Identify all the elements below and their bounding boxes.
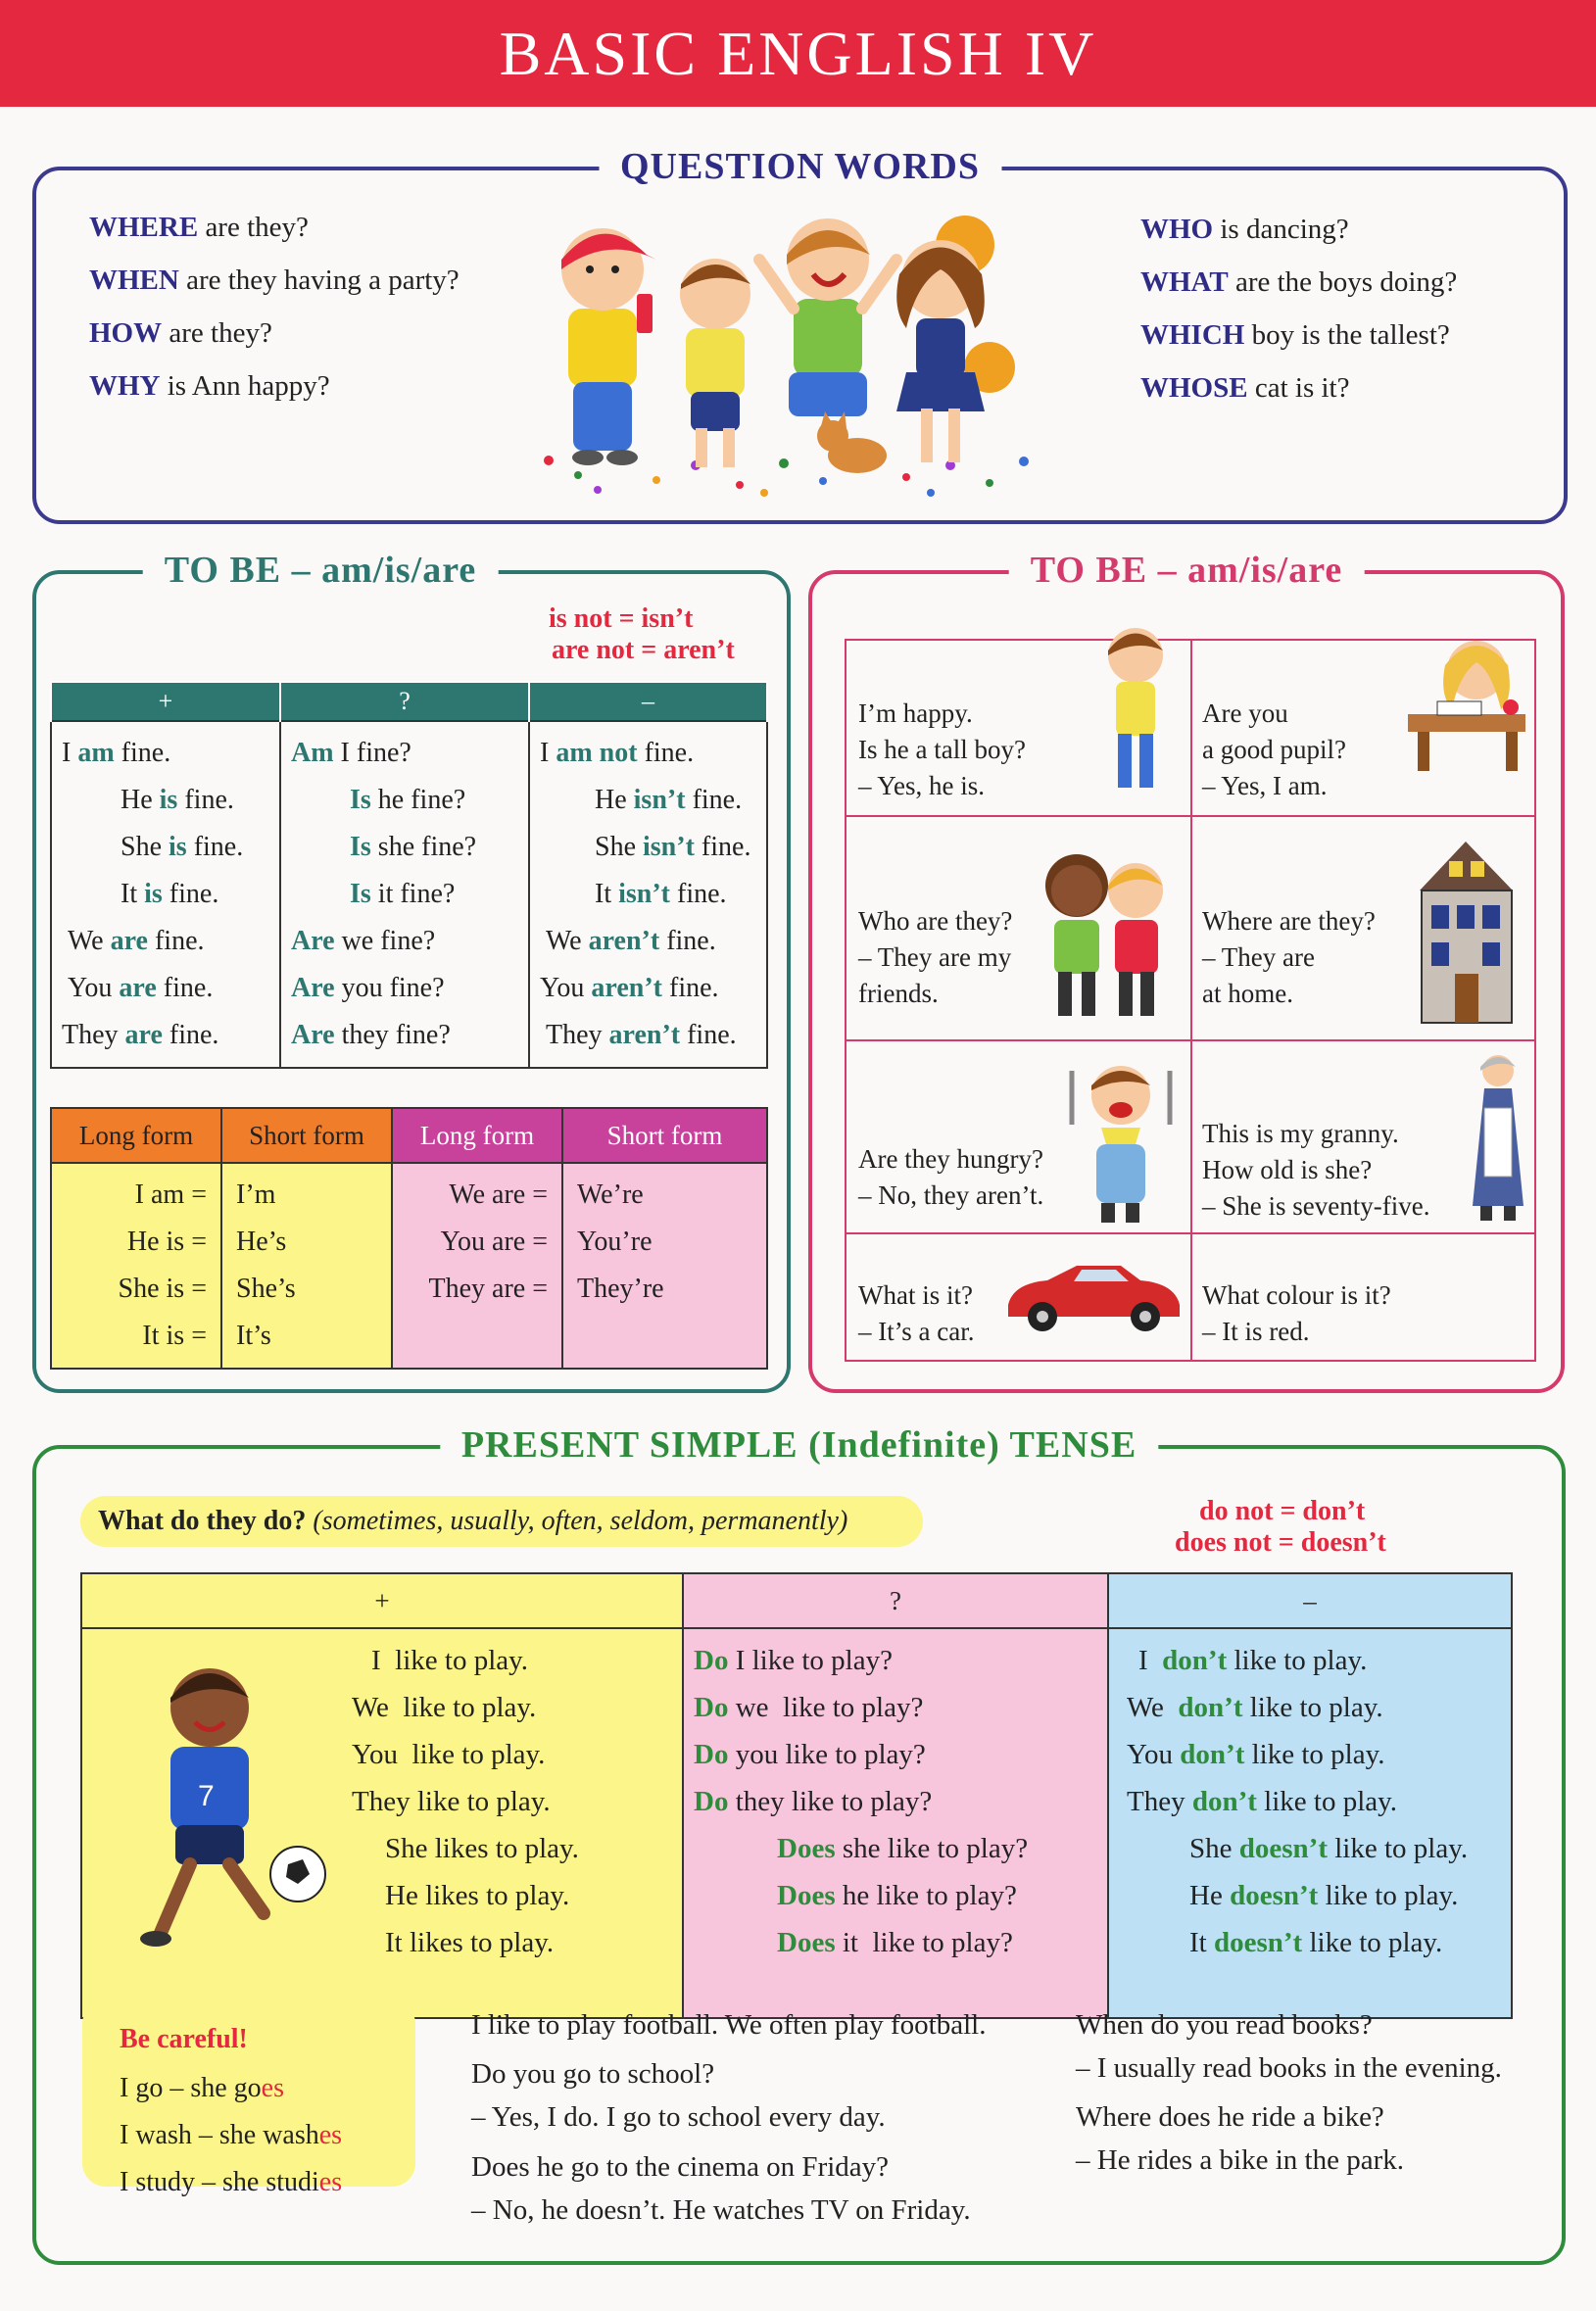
party-kids-illustration [529, 201, 1078, 500]
careful-ending: es [318, 2167, 343, 2197]
line-text: fine. [156, 973, 214, 1003]
is-not-contraction: is not = isn’t [549, 603, 694, 634]
negative-column [529, 721, 767, 1068]
example-cell-car [846, 1234, 1190, 1360]
svg-text:7: 7 [198, 1780, 215, 1812]
long-form-column-2 [392, 1163, 562, 1369]
line-text: He [595, 785, 634, 815]
grammar-line [291, 730, 518, 777]
cell-line: friends. [858, 979, 939, 1008]
ps-rest: he like to play? [835, 1880, 1017, 1911]
grammar-line [291, 824, 518, 871]
line-highlight: Are [291, 1020, 335, 1050]
line-text: fine. [162, 879, 219, 909]
line-highlight: Am [291, 738, 334, 768]
ps-question-column [683, 1628, 1108, 2018]
ps-aux: Do [694, 1739, 729, 1770]
line-highlight: am not [556, 738, 638, 768]
long-form-item: It is = [142, 1321, 207, 1351]
cell-text [1202, 696, 1346, 804]
line-text: like to play. [1318, 1880, 1459, 1911]
granny-illustration [1467, 1049, 1530, 1226]
cell-line: – She is seventy-five. [1202, 1191, 1430, 1221]
ps-positive-lines [352, 1637, 579, 1966]
ps-rest: they like to play? [728, 1786, 933, 1817]
line-highlight: Is [350, 785, 371, 815]
example-sentence: – Yes, I do. I go to school every day. [471, 2101, 886, 2133]
question-word-line [89, 212, 309, 244]
line-text: He [1189, 1880, 1231, 1911]
question-word-line [1140, 319, 1450, 352]
short-form-header: Short form [221, 1108, 392, 1163]
kid-with-drink [561, 228, 656, 465]
cell-line: How old is she? [1202, 1155, 1373, 1184]
ps-aux: Does [777, 1927, 836, 1958]
line-highlight: Are [291, 973, 335, 1003]
line-text: It [121, 879, 145, 909]
line-text: like to play. [1327, 1833, 1469, 1864]
question-column [280, 721, 529, 1068]
ps-question-line [694, 1778, 1097, 1825]
short-form-item: They’re [577, 1274, 664, 1304]
example-sentence: – No, he doesn’t. He watches TV on Friday. [471, 2194, 971, 2226]
example-cell-colour [1192, 1234, 1536, 1360]
example-cell-hungry [846, 1041, 1190, 1232]
ps-aux: Do [694, 1786, 729, 1817]
question-word: WHOSE [1140, 372, 1248, 404]
short-form-item: I’m [236, 1180, 276, 1210]
long-form-item: They are = [428, 1274, 548, 1304]
line-text: fine. [670, 879, 727, 909]
grammar-line [291, 777, 518, 824]
example-cell-at-home [1192, 817, 1536, 1039]
question-word-line [89, 265, 459, 297]
ps-negative-column [1108, 1628, 1512, 2018]
line-text: We [68, 926, 111, 956]
ps-positive-line: We like to play. [352, 1692, 537, 1723]
grammar-line [291, 1012, 518, 1059]
line-highlight: don’t [1191, 1786, 1257, 1817]
question-rest: is Ann happy? [160, 370, 330, 402]
line-highlight: is [159, 785, 178, 815]
ps-rest: I like to play? [728, 1645, 893, 1676]
line-text: I fine? [333, 738, 411, 768]
careful-rule [120, 2112, 342, 2159]
hungry-man-illustration [1057, 1051, 1185, 1228]
grammar-line [540, 730, 756, 777]
ps-question-line [694, 1919, 1097, 1966]
cell-text [1202, 903, 1376, 1012]
ps-negative-header: – [1108, 1573, 1512, 1628]
positive-header: + [51, 682, 280, 721]
line-text: fine. [694, 832, 751, 862]
line-highlight: are [124, 1020, 163, 1050]
careful-ending: es [318, 2120, 343, 2150]
question-rest: are the boys doing? [1228, 266, 1458, 298]
line-text: It [595, 879, 619, 909]
line-text: fine. [680, 1020, 737, 1050]
ps-positive-line: I like to play. [371, 1645, 528, 1676]
question-word-line [89, 317, 272, 350]
ps-positive-line: They like to play. [352, 1786, 551, 1817]
question-word: WHAT [1140, 266, 1229, 298]
question-word-line [1140, 266, 1457, 299]
grammar-line [540, 871, 756, 918]
ps-negative-line [1119, 1825, 1501, 1872]
careful-base: I wash – she wash [120, 2120, 319, 2150]
line-highlight: Are [291, 926, 335, 956]
line-text: like to play. [1302, 1927, 1443, 1958]
line-text: We [546, 926, 589, 956]
example-sentence: Do you go to school? [471, 2058, 715, 2090]
line-highlight: aren’t [588, 926, 660, 956]
ps-negative-lines [1119, 1637, 1501, 1966]
two-friends-illustration [1023, 837, 1189, 1033]
pupil-at-desk-illustration [1398, 621, 1530, 778]
ps-rest: she like to play? [835, 1833, 1029, 1864]
cell-line: – No, they aren’t. [858, 1180, 1044, 1210]
short-form-column [221, 1163, 392, 1369]
ps-aux: Do [694, 1645, 729, 1676]
line-text: It [1189, 1927, 1214, 1958]
line-text: I [1138, 1645, 1163, 1676]
ps-rest: you like to play? [728, 1739, 926, 1770]
to-be-table [50, 681, 768, 1069]
ps-question-lines [694, 1637, 1097, 1966]
ps-question-line [694, 1872, 1097, 1919]
ps-aux: Does [777, 1880, 836, 1911]
line-highlight: is [169, 832, 187, 862]
to-be-examples-title: TO BE – am/is/are [1009, 549, 1365, 592]
ps-question-line [694, 1684, 1097, 1731]
long-form-item: She is = [118, 1274, 207, 1304]
long-form-item: We are = [449, 1180, 548, 1210]
line-highlight: don’t [1162, 1645, 1228, 1676]
present-simple-table [80, 1572, 1513, 2019]
short-form-item: You’re [577, 1227, 653, 1257]
question-word-line [1140, 214, 1349, 246]
ps-negative-line [1119, 1684, 1501, 1731]
grammar-line [62, 965, 269, 1012]
line-text: fine. [114, 738, 171, 768]
cell-text [858, 1277, 974, 1350]
line-text: fine. [685, 785, 743, 815]
cell-line: – They are [1202, 942, 1315, 972]
line-text: he fine? [370, 785, 466, 815]
cell-line: – Yes, I am. [1202, 771, 1328, 800]
cat [817, 411, 887, 473]
short-form-item: It’s [236, 1321, 271, 1351]
be-careful-title: Be careful! [120, 2024, 248, 2054]
cell-line: Are they hungry? [858, 1144, 1043, 1174]
ps-rest: it like to play? [835, 1927, 1013, 1958]
cell-text [858, 696, 1026, 804]
line-text: you fine? [334, 973, 445, 1003]
line-text: fine. [637, 738, 695, 768]
grammar-line [540, 777, 756, 824]
line-text: she fine? [370, 832, 477, 862]
line-text: like to play. [1227, 1645, 1368, 1676]
line-highlight: is [144, 879, 163, 909]
ps-question-line [694, 1825, 1097, 1872]
grammar-line [62, 918, 269, 965]
line-text: fine. [186, 832, 244, 862]
cell-line: a good pupil? [1202, 735, 1346, 764]
cell-text [1202, 1116, 1429, 1225]
short-form-item: She’s [236, 1274, 296, 1304]
ps-negative-line [1119, 1919, 1501, 1966]
grammar-line [62, 777, 269, 824]
line-text: fine. [177, 785, 234, 815]
question-rest: boy is the tallest? [1244, 319, 1450, 351]
grammar-line [62, 730, 269, 777]
line-text: He [121, 785, 160, 815]
cheerleader-girl [896, 216, 1015, 462]
present-simple-question-pill [80, 1496, 923, 1547]
ps-positive-header: + [81, 1573, 683, 1628]
grammar-line [291, 965, 518, 1012]
line-text: like to play. [1242, 1692, 1383, 1723]
ps-positive-line: It likes to play. [385, 1927, 555, 1958]
negative-header: – [529, 682, 767, 721]
example-sentence: I like to play football. We often play football. [471, 2009, 987, 2041]
cell-text [1202, 1277, 1391, 1350]
line-text: She [121, 832, 169, 862]
ps-negative-line [1119, 1731, 1501, 1778]
line-text: She [1189, 1833, 1239, 1864]
example-sentence: Does he go to the cinema on Friday? [471, 2151, 890, 2183]
line-highlight: doesn’t [1213, 1927, 1303, 1958]
does-not-contraction: does not = doesn’t [1175, 1527, 1386, 1558]
line-text: they fine? [334, 1020, 451, 1050]
ps-aux: Does [777, 1833, 836, 1864]
question-rest: are they? [198, 212, 309, 243]
house-illustration [1410, 837, 1523, 1033]
question-header: ? [280, 682, 529, 721]
be-careful-rows [120, 2065, 342, 2206]
ps-question-header: ? [683, 1573, 1108, 1628]
ps-negative-line [1119, 1872, 1501, 1919]
line-text: fine. [659, 926, 716, 956]
line-text: fine. [662, 973, 719, 1003]
long-form-header-2: Long form [392, 1108, 562, 1163]
long-form-header: Long form [51, 1108, 221, 1163]
line-text: They [1127, 1786, 1192, 1817]
cell-line: What is it? [858, 1280, 973, 1310]
pill-question: What do they do? [98, 1506, 307, 1536]
line-highlight: Is [350, 879, 371, 909]
to-be-grammar-title: TO BE – am/is/are [143, 549, 499, 592]
careful-rule [120, 2065, 342, 2112]
cell-line: – Yes, he is. [858, 771, 986, 800]
example-cell-good-pupil [1192, 641, 1536, 815]
cell-line: Is he a tall boy? [858, 735, 1026, 764]
line-text: You [540, 973, 592, 1003]
question-rest: are they having a party? [178, 265, 459, 296]
ps-rest: we like to play? [728, 1692, 924, 1723]
line-highlight: aren’t [608, 1020, 681, 1050]
line-text: She [595, 832, 643, 862]
line-highlight: doesn’t [1238, 1833, 1328, 1864]
red-car-illustration [1003, 1256, 1185, 1339]
line-text: like to play. [1244, 1739, 1385, 1770]
grammar-line [291, 918, 518, 965]
ps-question-line [694, 1731, 1097, 1778]
cell-line: This is my granny. [1202, 1119, 1399, 1148]
grammar-line [540, 965, 756, 1012]
line-text: like to play. [1256, 1786, 1398, 1817]
ps-positive-line: You like to play. [352, 1739, 546, 1770]
cell-text [858, 903, 1012, 1012]
ps-negative-line [1119, 1637, 1501, 1684]
line-highlight: isn’t [633, 785, 686, 815]
example-cell-happy-boy [846, 641, 1190, 815]
ps-positive-column [81, 1628, 683, 2018]
cell-line: at home. [1202, 979, 1293, 1008]
long-form-item: You are = [440, 1227, 548, 1257]
grammar-line [540, 918, 756, 965]
boy-playing-football-illustration [102, 1649, 327, 1962]
careful-base: I study – she studi [120, 2167, 319, 2197]
tall-boy-illustration [1091, 611, 1180, 807]
question-rest: is dancing? [1213, 214, 1349, 245]
page-title: BASIC ENGLISH IV [499, 18, 1097, 88]
line-text: They [546, 1020, 609, 1050]
be-careful-box [82, 2000, 415, 2197]
short-form-column-2 [562, 1163, 767, 1369]
boy-yellow-shirt [680, 259, 750, 467]
ps-aux: Do [694, 1692, 729, 1723]
cell-line: Who are they? [858, 906, 1013, 936]
long-form-column [51, 1163, 221, 1369]
question-rest: cat is it? [1247, 372, 1350, 404]
grammar-line [291, 871, 518, 918]
ps-negative-line [1119, 1778, 1501, 1825]
pill-adverbs: (sometimes, usually, often, seldom, permanently) [313, 1506, 848, 1536]
example-cell-granny [1192, 1041, 1536, 1232]
line-highlight: am [77, 738, 115, 768]
careful-ending: es [261, 2073, 284, 2103]
question-word: WHY [89, 370, 161, 402]
cell-line: I’m happy. [858, 698, 973, 728]
example-cell-friends [846, 817, 1190, 1039]
line-highlight: are [119, 973, 157, 1003]
positive-column [51, 721, 280, 1068]
line-text: I [540, 738, 556, 768]
question-rest: are they? [162, 317, 272, 349]
grammar-line [62, 824, 269, 871]
careful-rule [120, 2159, 342, 2206]
are-not-contraction: are not = aren’t [552, 635, 735, 665]
ps-positive-line: He likes to play. [385, 1880, 570, 1911]
boy-jumping [759, 218, 896, 416]
line-highlight: don’t [1178, 1692, 1243, 1723]
grammar-line [540, 1012, 756, 1059]
long-form-item: I am = [134, 1180, 207, 1210]
do-not-contraction: do not = don’t [1199, 1496, 1366, 1526]
line-text: fine. [147, 926, 205, 956]
question-word: HOW [89, 317, 163, 349]
line-highlight: aren’t [591, 973, 662, 1003]
line-text: We [1127, 1692, 1179, 1723]
line-highlight: don’t [1180, 1739, 1245, 1770]
cell-line: – They are my [858, 942, 1012, 972]
cell-line: Where are they? [1202, 906, 1376, 936]
short-form-item: We’re [577, 1180, 644, 1210]
short-form-item: He’s [236, 1227, 287, 1257]
grammar-line [62, 1012, 269, 1059]
to-be-examples-grid [845, 639, 1536, 1362]
line-highlight: isn’t [618, 879, 671, 909]
question-word: WHO [1140, 214, 1214, 245]
question-words-title: QUESTION WORDS [599, 145, 1001, 188]
question-word: WHEN [89, 265, 179, 296]
example-sentence: When do you read books? [1076, 2009, 1373, 2041]
question-word: WHERE [89, 212, 199, 243]
example-sentence: Where does he ride a bike? [1076, 2101, 1384, 2133]
careful-base: I go – she go [120, 2073, 262, 2103]
short-form-header-2: Short form [562, 1108, 767, 1163]
example-sentence: – I usually read books in the evening. [1076, 2052, 1502, 2084]
line-highlight: isn’t [643, 832, 695, 862]
cell-line: – It’s a car. [858, 1317, 975, 1346]
line-highlight: doesn’t [1230, 1880, 1319, 1911]
line-highlight: are [110, 926, 148, 956]
line-text: I [62, 738, 78, 768]
question-word-line [1140, 372, 1349, 405]
long-short-form-table [50, 1107, 768, 1370]
cell-line: Are you [1202, 698, 1288, 728]
question-word: WHICH [1140, 319, 1245, 351]
example-sentence: – He rides a bike in the park. [1076, 2144, 1405, 2176]
line-text: They [62, 1020, 125, 1050]
long-form-item: He is = [126, 1227, 207, 1257]
line-text: we fine? [334, 926, 436, 956]
header-bar [0, 0, 1596, 107]
line-text: it fine? [370, 879, 456, 909]
cell-line: What colour is it? [1202, 1280, 1391, 1310]
grammar-line [62, 871, 269, 918]
line-text: You [1127, 1739, 1181, 1770]
line-text: fine. [162, 1020, 219, 1050]
cell-text [858, 1141, 1043, 1214]
question-word-line [89, 370, 330, 403]
cell-line: – It is red. [1202, 1317, 1310, 1346]
ps-positive-line: She likes to play. [385, 1833, 579, 1864]
line-text: You [68, 973, 120, 1003]
ps-question-line [694, 1637, 1097, 1684]
present-simple-title: PRESENT SIMPLE (Indefinite) TENSE [440, 1423, 1158, 1467]
line-highlight: Is [350, 832, 371, 862]
grammar-line [540, 824, 756, 871]
